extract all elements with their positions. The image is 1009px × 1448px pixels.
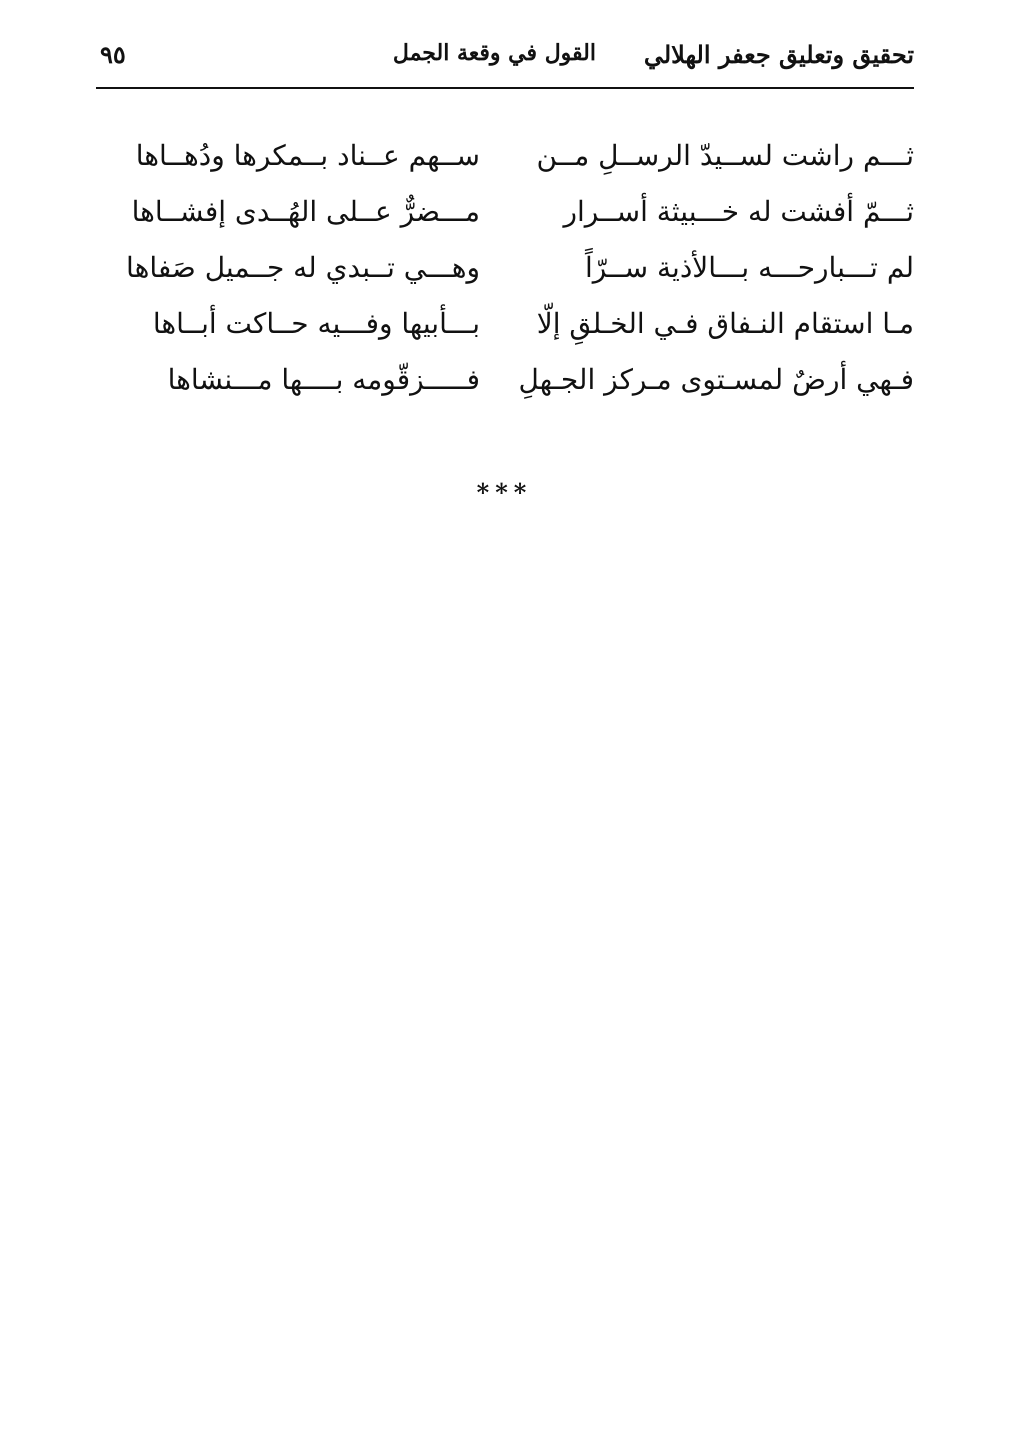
section-separator: ***	[476, 478, 533, 507]
header-divider	[96, 87, 914, 89]
first-hemistich: ثـــم راشت لســيدّ الرســلِ مــن	[536, 139, 914, 172]
verse	[96, 244, 914, 300]
page-header	[96, 40, 914, 88]
poem	[96, 132, 914, 412]
chapter-title: القول في وقعة الجمل	[392, 40, 596, 66]
book-title: تحقيق وتعليق جعفر الهلالي	[643, 40, 914, 69]
verse	[96, 356, 914, 412]
second-hemistich: وهـــي تــبدي له جــميل صَفاها	[126, 251, 480, 284]
second-hemistich: مـــضرٌّ عــلى الهُــدى إفشــاها	[131, 195, 480, 228]
first-hemistich: مـا استقام النـفاق فـي الخـلقِ إلّا	[536, 307, 914, 340]
second-hemistich: فـــــزقّومه بــــها مـــنشاها	[167, 363, 480, 396]
first-hemistich: فـهي أرضٌ لمسـتوى مـركز الجـهلِ	[518, 363, 914, 396]
second-hemistich: بـــأبيها وفـــيه حــاكت أبــاها	[152, 307, 480, 340]
page-number: ٩٥	[100, 40, 126, 69]
second-hemistich: ســهم عــناد بــمكرها ودُهــاها	[135, 139, 480, 172]
first-hemistich: ثـــمّ أفشت له خـــبيثة أســرار	[563, 195, 914, 228]
first-hemistich: لم تـــبارحـــه بـــالأذية ســرّاً	[585, 251, 914, 284]
verse	[96, 132, 914, 188]
verse	[96, 300, 914, 356]
verse	[96, 188, 914, 244]
